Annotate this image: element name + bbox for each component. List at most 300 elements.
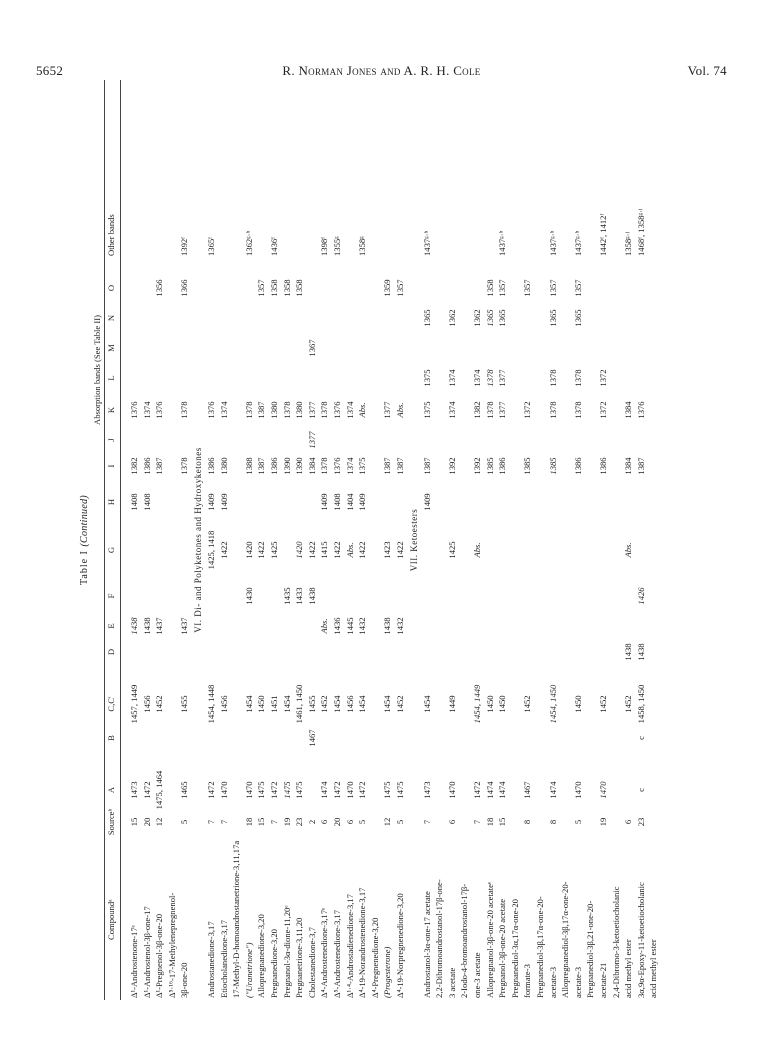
table-cell: 1357 [572, 279, 583, 297]
table-cell: 1378 [281, 401, 292, 419]
compound-name: acetate-3 [547, 966, 558, 998]
compound-name: Δ¹-Androstenol-3β-one-17 [141, 906, 152, 998]
table-cell: 1438 [129, 617, 139, 635]
compound-name: Δ¹-Pregnenol-3β-one-20 [154, 913, 165, 998]
table-cell: 5 [572, 819, 583, 825]
table-cell: 5 [395, 819, 405, 825]
table-cell: 1457, 1449 [129, 684, 139, 724]
table-cell: 6 [446, 819, 457, 825]
compound-name: ("Uranetrione") [243, 942, 254, 998]
table-cell: 1365 [572, 309, 583, 327]
table-cell: 1378 [179, 457, 190, 475]
table-cell: 1385 [484, 457, 495, 475]
table-cell: 1452 [522, 695, 533, 713]
table-cell: 6 [623, 819, 634, 825]
table-cell: 1357 [547, 279, 558, 297]
table-cell: 1378 [572, 369, 583, 387]
table-cell: 12 [382, 817, 393, 827]
table-cell: 1432 [395, 617, 405, 635]
table-cell: 1374 [344, 401, 355, 419]
table-cell: 1376 [332, 401, 342, 419]
table-cell: 1384 [306, 457, 317, 475]
column-header-11: J [106, 438, 116, 442]
compound-name: 2-Iodo-4-bromoandrostanol-17β- [459, 883, 470, 998]
table-cell: 1378 [243, 401, 254, 419]
table-cell: 1376 [635, 401, 646, 419]
table-cell: 1432 [357, 617, 368, 635]
table-cell: 1465 [179, 781, 190, 799]
column-header-5: D [106, 648, 116, 656]
table-cell: 1374 [218, 401, 229, 419]
table-cell: 1408 [129, 493, 139, 511]
table-top-rule [104, 80, 105, 1000]
table-cell: 7 [206, 819, 216, 825]
table-cell: 1454, 1450 [547, 684, 558, 724]
column-header-4: C,C' [106, 696, 116, 712]
table-cell: 6 [344, 819, 355, 825]
table-cell: 1425 [446, 541, 457, 559]
table-cell: 1454 [357, 695, 368, 713]
table-cell: 1437ᵍ·ʰ [497, 230, 508, 256]
table-cell: Abs. [344, 542, 355, 558]
table-cell: 1409 [206, 493, 216, 511]
table-cell: 1357 [522, 279, 533, 297]
table-cell: Abs. [319, 618, 330, 634]
table-cell: 1472 [141, 781, 152, 799]
table-cell: 1470 [446, 781, 457, 799]
table-cell: 1472 [206, 781, 216, 799]
column-header-17: Other bands [106, 214, 116, 256]
table-cell: 1358 [484, 279, 495, 297]
table-cell: 1454, 1448 [206, 684, 216, 724]
compound-name: 3 acetate [446, 967, 457, 998]
table-cell: 1367 [306, 339, 317, 357]
table-cell: 12 [154, 817, 165, 827]
table-cell: 1470 [572, 781, 583, 799]
section-heading: VII. Ketoesters [408, 508, 419, 572]
table-cell: 20 [141, 817, 152, 827]
compound-name: Androstanol-3α-one-17 acetate [421, 891, 432, 998]
column-header-13: L [106, 375, 116, 381]
page-number: 5652 [36, 63, 64, 78]
table-cell: 1422 [395, 541, 405, 559]
running-head-authors: R. Norman Jones and A. R. H. Cole [282, 63, 481, 78]
compound-name: Pregnanediol-3β,17α-one-20- [535, 896, 545, 998]
table-cell: 1386 [269, 457, 279, 475]
table-cell: 1365 [484, 309, 495, 327]
table-cell: 1472 [332, 781, 342, 799]
table-cell: 1437 [179, 617, 190, 635]
compound-name: Allopregnanedione-3,20 [256, 914, 267, 998]
table-cell: 1375 [421, 401, 432, 419]
compound-name: 17-Methyl-D-homoandrostanetrione-3,11,17a [231, 840, 242, 998]
table-cell: 1452 [319, 695, 330, 713]
table-cell: 1436 [332, 617, 342, 635]
table-cell: 1377 [382, 401, 393, 419]
compound-name: acetate-3 [572, 966, 583, 998]
table-cell: 1355ᵍ [332, 236, 342, 256]
table-cell: 1377 [497, 369, 508, 387]
table-cell: 1408 [141, 493, 152, 511]
compound-name: Pregnanediol-3α,17α-one-20 [509, 899, 520, 998]
table-cell: 1470 [598, 781, 608, 799]
table-cell: 23 [635, 817, 646, 827]
table-cell: 1376 [332, 457, 342, 475]
table-cell: Abs. [395, 402, 405, 418]
table-cell: 15 [256, 817, 267, 827]
table-cell: 1442ᶠ, 1412ᶠ [598, 213, 608, 256]
column-header-9: H [106, 498, 116, 506]
compound-name: Pregnanedione-3,20 [269, 929, 279, 998]
table-cell: 1433 [294, 587, 305, 605]
table-cell: 1438 [635, 643, 646, 661]
table-cell: 1358 [281, 279, 292, 297]
table-cell: 1422 [256, 541, 267, 559]
table-cell: 1461, 1450 [294, 684, 305, 724]
table-cell: 1438 [382, 617, 393, 635]
table-cell: 1374 [446, 401, 457, 419]
table-cell: 1455 [306, 695, 317, 713]
column-header-7: F [106, 593, 116, 599]
table-cell: 1409 [218, 493, 229, 511]
table-cell: 1456 [218, 695, 229, 713]
table-cell: 1456 [141, 695, 152, 713]
table-cell: 5 [357, 819, 368, 825]
table-cell: 2 [306, 819, 317, 825]
table-cell: 1387 [154, 457, 165, 475]
table-cell: 1449 [446, 695, 457, 713]
table-cell: 1377 [497, 401, 508, 419]
table-cell: 1380 [269, 401, 279, 419]
table-cell: 20 [332, 817, 342, 827]
column-header-15: N [106, 314, 116, 322]
table-cell: 1380 [218, 457, 229, 475]
table-cell: 1438 [141, 617, 152, 635]
table-cell: 1452 [598, 695, 608, 713]
table-cell: 5 [179, 819, 190, 825]
table-cell: 1435 [281, 587, 292, 605]
table-cell: 7 [421, 819, 432, 825]
table-cell: 1451 [269, 695, 279, 713]
compound-name: Δ⁴-Androstenedione-3,17ᵉ [319, 907, 330, 998]
table-cell: Abs. [623, 542, 634, 558]
table-cell: 1456 [344, 695, 355, 713]
table-cell: 1387 [382, 457, 393, 475]
table-cell: 1473 [129, 781, 139, 799]
table-cell: 1377 [306, 431, 317, 449]
table-cell: 1374 [446, 369, 457, 387]
table-cell: 1409 [421, 493, 432, 511]
table-cell: 1376 [206, 401, 216, 419]
table-cell: 1472 [472, 781, 482, 799]
column-header-8: G [106, 546, 116, 554]
table-cell: 1392 [472, 457, 482, 475]
table-cell: 1356 [154, 279, 165, 297]
table-cell: 1467 [306, 729, 317, 747]
table-cell: 1378 [572, 401, 583, 419]
section-heading: VI. Di- and Polyketones and Hydroxyketones [193, 447, 203, 633]
table-cell: 1357 [395, 279, 405, 297]
table-cell: 1385 [522, 457, 533, 475]
table-cell: 1386 [497, 457, 508, 475]
table-cell: 1472 [269, 781, 279, 799]
table-cell: 1437ᵍ·ʰ [572, 230, 583, 256]
table-cell: 1470 [243, 781, 254, 799]
column-header-14: M [106, 344, 116, 352]
table-cell: 1365 [547, 309, 558, 327]
table-cell: 1409 [357, 493, 368, 511]
table-cell: 1458, 1450 [635, 684, 646, 724]
table-cell: 1422 [332, 541, 342, 559]
table-cell: 1387 [395, 457, 405, 475]
table-cell: 1474 [484, 781, 495, 799]
compound-name: Allopregnanediol-3β,17α-one-20- [560, 881, 571, 998]
table-cell: 1387 [421, 457, 432, 475]
table-cell: 7 [218, 819, 229, 825]
table-cell: 1475 [395, 781, 405, 799]
table-cell: 1437ᵍ·ʰ [421, 230, 432, 256]
table-cell: 1372 [598, 369, 608, 387]
table-cell: Abs. [357, 402, 368, 418]
table-cell: 1362ᵍ·ʰ [243, 230, 254, 256]
compound-name: Δ⁴-19-Norpregnenedione-3,20 [395, 893, 405, 998]
table-cell: 1425, 1418 [206, 530, 216, 570]
table-title [80, 80, 90, 1000]
table-cell: 15 [497, 817, 508, 827]
table-cell: 1470 [344, 781, 355, 799]
table-cell: 1426 [635, 587, 646, 605]
table-cell: 1377 [306, 401, 317, 419]
table-cell: 1365ᶠ [206, 237, 216, 256]
compound-name: one-3 acetate [472, 952, 482, 998]
table-cell: 1450 [256, 695, 267, 713]
table-cell: 1408 [332, 493, 342, 511]
table-cell: 1376 [129, 401, 139, 419]
table-cell: 1374 [472, 369, 482, 387]
table-cell: 1450 [497, 695, 508, 713]
compound-name: 3α,9α-Epoxy-11-ketoetiocholanic [635, 882, 646, 998]
table-cell: 8 [522, 819, 533, 825]
table-cell: 1382 [129, 457, 139, 475]
table-cell: 1378 [484, 369, 495, 387]
table-cell: 1365 [497, 309, 508, 327]
table-cell: 23 [294, 817, 305, 827]
compound-name: Pregnanediol-3β,21-one-20- [585, 900, 596, 998]
table-cell: 1475 [281, 781, 292, 799]
table-cell: 1409 [319, 493, 330, 511]
table-cell: 1452 [395, 695, 405, 713]
table-title-suffix: (Continued) [79, 494, 90, 547]
table-cell: Abs. [472, 542, 482, 558]
column-header-10: I [106, 464, 116, 468]
table-cell: 1390 [294, 457, 305, 475]
table-cell: 1475 [294, 781, 305, 799]
column-header-12: K [106, 406, 116, 414]
table-cell: 1454 [332, 695, 342, 713]
table-cell: 1437 [154, 617, 165, 635]
header-bottom-rule [120, 80, 121, 1000]
table-cell: 1384 [623, 401, 634, 419]
table-cell: 1366 [179, 279, 190, 297]
table-cell: 1475 [382, 781, 393, 799]
table-cell: 1365 [421, 309, 432, 327]
table-cell: 1474 [547, 781, 558, 799]
table-cell: 1392 [446, 457, 457, 475]
rotated-table [80, 80, 710, 1000]
table-cell: 1372 [598, 401, 608, 419]
table-cell: 1475, 1464 [154, 770, 165, 810]
table-cell: 1358 [294, 279, 305, 297]
compound-name: acid methyl ester [623, 939, 634, 998]
table-cell: 1452 [154, 695, 165, 713]
table-cell: 1392ᶠ [179, 237, 190, 256]
table-cell: 1362 [472, 309, 482, 327]
table-cell: 1378 [547, 369, 558, 387]
table-cell: 7 [472, 819, 482, 825]
table-cell: 1372 [522, 401, 533, 419]
table-cell: 1386 [572, 457, 583, 475]
table-cell: 19 [281, 817, 292, 827]
table-cell: 1468ᶠ, 1358ᵍ·ʲ [635, 208, 646, 256]
compound-name: Δ⁴-Pregnenedione-3,20 [369, 917, 380, 998]
table-cell: 1398ᶠ [319, 237, 330, 256]
table-cell: 1450 [484, 695, 495, 713]
compound-name: Δ¹-Androstenone-17ᵉ [129, 925, 139, 998]
compound-name: acid methyl ester [648, 939, 659, 998]
table-cell: 1357 [256, 279, 267, 297]
table-cell: 1474 [319, 781, 330, 799]
table-cell: 1452 [623, 695, 634, 713]
compound-name: Pregnanol-3α-dione-11,20ᵉ [281, 905, 292, 998]
table-cell: 1430 [243, 587, 254, 605]
compound-name: 2,4-Dibromo-3-ketoetiocholanic [610, 886, 621, 998]
table-cell: 1420 [294, 541, 305, 559]
compound-name: Etiocholanedione-3,17 [218, 919, 229, 998]
table-cell: 1359 [382, 279, 393, 297]
table-cell: 1380 [294, 401, 305, 419]
table-cell: 1438 [623, 643, 634, 661]
table-cell: 1454, 1449 [472, 684, 482, 724]
table-cell: 1388 [243, 457, 254, 475]
compound-name: 3β-one-20 [179, 962, 190, 998]
table-cell: 19 [598, 817, 608, 827]
compound-name: Allopregnanol-3β-one-20 acetateᵉ [484, 881, 495, 998]
table-cell: 1454 [382, 695, 393, 713]
compound-name: Androstanedione-3,17 [206, 921, 216, 998]
compound-name: Δ¹·⁴-Androstadienedione-3,17 [344, 894, 355, 998]
table-cell: 1385 [547, 457, 558, 475]
table-cell: 1378 [319, 401, 330, 419]
compound-name: Pregnanol-3β-one-20 acetate [497, 898, 508, 998]
table-cell: 1422 [306, 541, 317, 559]
table-cell: 1390 [281, 457, 292, 475]
table-cell: 1358 [269, 279, 279, 297]
table-cell: 1378 [179, 401, 190, 419]
table-cell: 1375 [357, 457, 368, 475]
table-cell: 1436ᶠ [269, 237, 279, 256]
table-cell: 1404 [344, 493, 355, 511]
table-cell: 1382 [472, 401, 482, 419]
table-cell: 1472 [357, 781, 368, 799]
table-cell: 1387 [256, 457, 267, 475]
table-cell: 1415 [319, 541, 330, 559]
column-header-0: Compoundᵃ [106, 899, 116, 940]
compound-name: Pregnanetrione-3,11,20 [294, 917, 305, 998]
table-cell: 1470 [218, 781, 229, 799]
table-cell: 1454 [421, 695, 432, 713]
table-cell: 18 [243, 817, 254, 827]
table-cell: 1357 [497, 279, 508, 297]
column-header-1: Sourceᵇ [106, 808, 116, 836]
table-cell: 1378 [484, 401, 495, 419]
compound-name: (Progesterone) [382, 946, 393, 998]
table-cell: 1423 [382, 541, 393, 559]
table-cell: 1454 [281, 695, 292, 713]
volume-label: Vol. 74 [687, 63, 727, 78]
compound-name: acetate-21 [598, 962, 608, 998]
table-cell: 1384 [623, 457, 634, 475]
table-cell: 1386 [141, 457, 152, 475]
table-cell: 1378 [319, 457, 330, 475]
table-cell: 1386 [206, 457, 216, 475]
column-header-3: B [106, 735, 116, 741]
table-cell: 7 [269, 819, 279, 825]
table-cell: 1475 [256, 781, 267, 799]
table-cell: 1450 [572, 695, 583, 713]
table-cell: c [635, 788, 646, 792]
table-cell: 1437ᵍ·ʰ [547, 230, 558, 256]
table-cell: 18 [484, 817, 495, 827]
table-cell: 15 [129, 817, 139, 827]
table-cell: 1425 [269, 541, 279, 559]
compound-name: 2,2-Dibromoandrostanol-17β-one- [434, 879, 445, 998]
table-cell: 1358ᵍ [357, 236, 368, 256]
table-cell: 1455 [179, 695, 190, 713]
table-cell: 1387 [635, 457, 646, 475]
table-cell: 6 [319, 819, 330, 825]
table-cell: 1438 [306, 587, 317, 605]
table-cell: 1362 [446, 309, 457, 327]
table-cell: 1473 [421, 781, 432, 799]
table-cell: 1454 [243, 695, 254, 713]
column-header-2: A [106, 786, 116, 794]
table-cell: 1445 [344, 617, 355, 635]
compound-name: Δ⁵·¹⁶-17-Methylenepregnenol- [166, 892, 177, 998]
compound-name: Δ⁵-Androstenedione-3,17 [332, 910, 342, 998]
column-header-6: E [106, 623, 116, 629]
table-cell: 1375 [421, 369, 432, 387]
table-cell: 1422 [218, 541, 229, 559]
absorption-bands-span-label: Absorption bands (See Table II) [92, 315, 102, 425]
table-cell: c [635, 736, 646, 740]
table-cell: 1420 [243, 541, 254, 559]
table-cell: 1467 [522, 781, 533, 799]
table-title-label: Table I [79, 550, 90, 586]
table-cell: 1422 [357, 541, 368, 559]
table-cell: 8 [547, 819, 558, 825]
table-cell: 1387 [256, 401, 267, 419]
compound-name: Δ⁴-19-Norandrostenedione-3,17 [357, 887, 368, 998]
compound-name: formate-3 [522, 964, 533, 998]
table-cell: 1374 [141, 401, 152, 419]
table-cell: 1376 [154, 401, 165, 419]
table-cell: 1358ᵍ·ʲ [623, 232, 634, 256]
table-cell: 1378 [547, 401, 558, 419]
table-cell: 1386 [598, 457, 608, 475]
table-cell: 1374 [344, 457, 355, 475]
column-header-16: O [106, 284, 116, 292]
table-cell: 1474 [497, 781, 508, 799]
